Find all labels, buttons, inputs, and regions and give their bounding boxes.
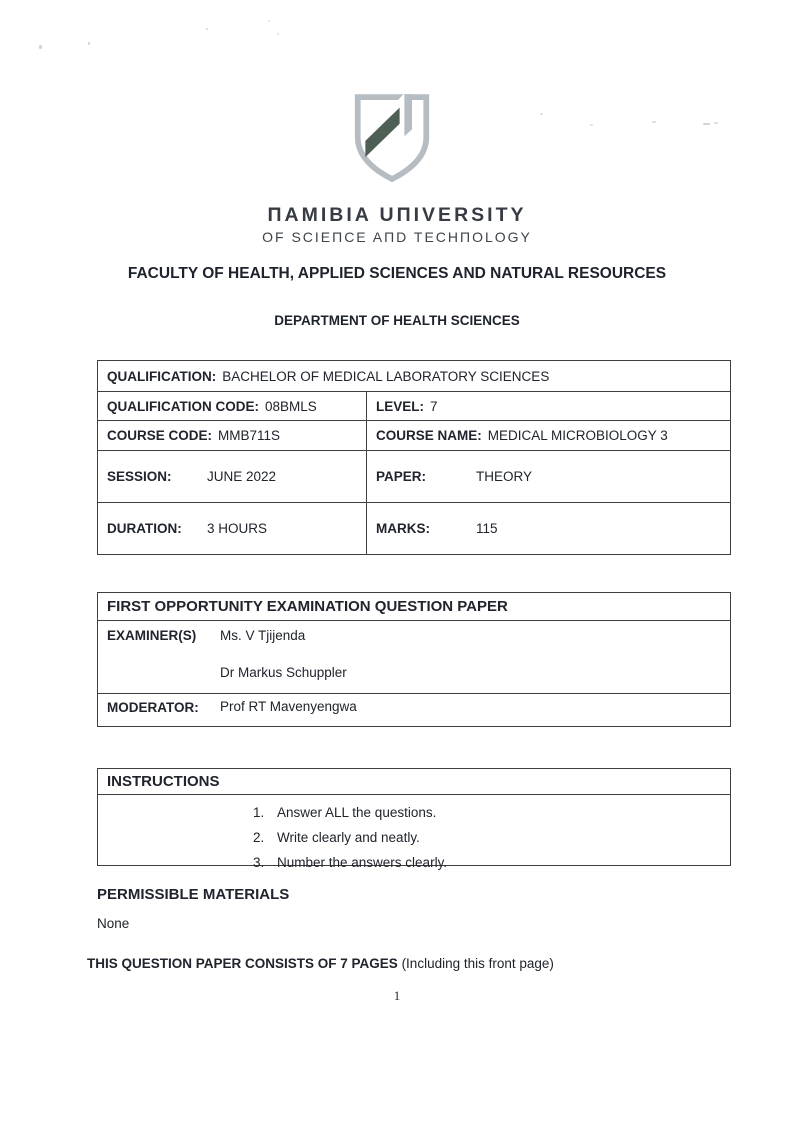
course-code-row bbox=[98, 420, 730, 450]
instructions-list bbox=[98, 795, 730, 870]
session-label: SESSION: bbox=[107, 469, 172, 484]
scan-speck bbox=[277, 33, 279, 35]
page-count-note bbox=[87, 956, 554, 971]
examiner-name: Dr Markus Schuppler bbox=[220, 665, 347, 680]
duration-value: 3 HOURS bbox=[207, 521, 268, 536]
exam-title-row bbox=[98, 593, 730, 620]
paper-value: THEORY bbox=[476, 469, 533, 484]
qualification-label: QUALIFICATION: bbox=[107, 368, 217, 384]
scan-speck bbox=[652, 121, 656, 123]
university-name: ПAMIBIA UПIVERSITY bbox=[267, 204, 527, 226]
qualification-code-value: 08BMLS bbox=[265, 398, 317, 414]
scan-speck bbox=[590, 124, 593, 126]
exam-title-cell bbox=[98, 593, 730, 620]
paper-label: PAPER: bbox=[376, 469, 427, 484]
scan-speck bbox=[540, 113, 543, 115]
course-name-value: MEDICAL MICROBIOLOGY 3 bbox=[487, 428, 668, 443]
qualification-code-cell bbox=[98, 392, 366, 420]
moderator-name: Prof RT Mavenyengwa bbox=[220, 699, 357, 714]
marks-cell bbox=[366, 503, 730, 554]
scan-speck bbox=[268, 20, 270, 22]
qualification-code-label: QUALIFICATION CODE: bbox=[107, 398, 259, 414]
department-heading: DEPARTMENT OF HEALTH SCIENCES bbox=[274, 313, 520, 328]
duration-cell bbox=[98, 503, 366, 554]
duration-row bbox=[98, 502, 730, 554]
moderator-label: MODERATOR: bbox=[107, 700, 199, 715]
course-code-cell bbox=[98, 421, 366, 450]
marks-value: 115 bbox=[476, 521, 498, 536]
instruction-item bbox=[253, 800, 730, 825]
paper-cell bbox=[366, 451, 730, 502]
exam-title: FIRST OPPORTUNITY EXAMINATION QUESTION PAPER bbox=[107, 598, 508, 615]
instruction-number: 1. bbox=[253, 805, 265, 820]
level-cell bbox=[366, 392, 730, 420]
level-label: LEVEL: bbox=[376, 398, 425, 414]
instruction-text: Answer ALL the questions. bbox=[277, 805, 437, 820]
scan-speck bbox=[39, 45, 42, 49]
moderator-row bbox=[98, 693, 730, 726]
examiners-cell bbox=[209, 621, 730, 693]
instruction-item bbox=[253, 850, 730, 875]
scan-speck bbox=[88, 42, 90, 45]
qualification-value: BACHELOR OF MEDICAL LABORATORY SCIENCES bbox=[222, 368, 550, 384]
instruction-text: Number the answers clearly. bbox=[277, 855, 448, 870]
page-number: 1 bbox=[393, 988, 401, 1003]
instructions-title-row bbox=[98, 769, 730, 794]
moderator-cell bbox=[209, 694, 730, 726]
course-info-table bbox=[97, 360, 731, 555]
instruction-text: Write clearly and neatly. bbox=[277, 830, 420, 845]
course-code-label: COURSE CODE: bbox=[107, 428, 213, 443]
examiners-label: EXAMINER(S) bbox=[107, 628, 197, 643]
course-name-label: COURSE NAME: bbox=[376, 428, 482, 443]
shield-icon bbox=[352, 92, 432, 186]
instruction-number: 3. bbox=[253, 855, 265, 870]
permissible-materials-value: None bbox=[97, 916, 130, 931]
duration-label: DURATION: bbox=[107, 521, 182, 536]
examiner-name: Ms. V Tjijenda bbox=[220, 628, 306, 643]
course-name-cell bbox=[366, 421, 730, 450]
session-value: JUNE 2022 bbox=[207, 469, 277, 484]
permissible-materials-title: PERMISSIBLE MATERIALS bbox=[97, 886, 290, 903]
examiners-row bbox=[98, 620, 730, 693]
instructions-body-row bbox=[98, 794, 730, 870]
level-value: 7 bbox=[430, 398, 438, 414]
instructions-table bbox=[97, 768, 731, 870]
instructions-title-cell bbox=[98, 769, 730, 794]
faculty-heading: FACULTY OF HEALTH, APPLIED SCIENCES AND NATURAL RESOURCES bbox=[127, 265, 667, 282]
page-count-note-bold: THIS QUESTION PAPER CONSISTS OF 7 PAGES bbox=[87, 956, 398, 971]
qualification-cell bbox=[98, 361, 730, 391]
scan-speck bbox=[703, 123, 710, 125]
instructions-title: INSTRUCTIONS bbox=[107, 773, 220, 790]
marks-label: MARKS: bbox=[376, 521, 430, 536]
qualification-code-row bbox=[98, 391, 730, 420]
course-code-value: MMB711S bbox=[218, 428, 281, 443]
instruction-number: 2. bbox=[253, 830, 265, 845]
instruction-item bbox=[253, 825, 730, 850]
exam-paper-table bbox=[97, 592, 731, 727]
nust-logo bbox=[352, 92, 432, 186]
qualification-row bbox=[98, 361, 730, 391]
scan-speck bbox=[714, 122, 718, 124]
session-cell bbox=[98, 451, 366, 502]
page-count-note-regular: (Including this front page) bbox=[401, 956, 554, 971]
scan-speck bbox=[206, 28, 208, 30]
session-row bbox=[98, 450, 730, 502]
university-tagline: OF SCIEПCE AПD TECHПOLOGY bbox=[262, 229, 532, 245]
